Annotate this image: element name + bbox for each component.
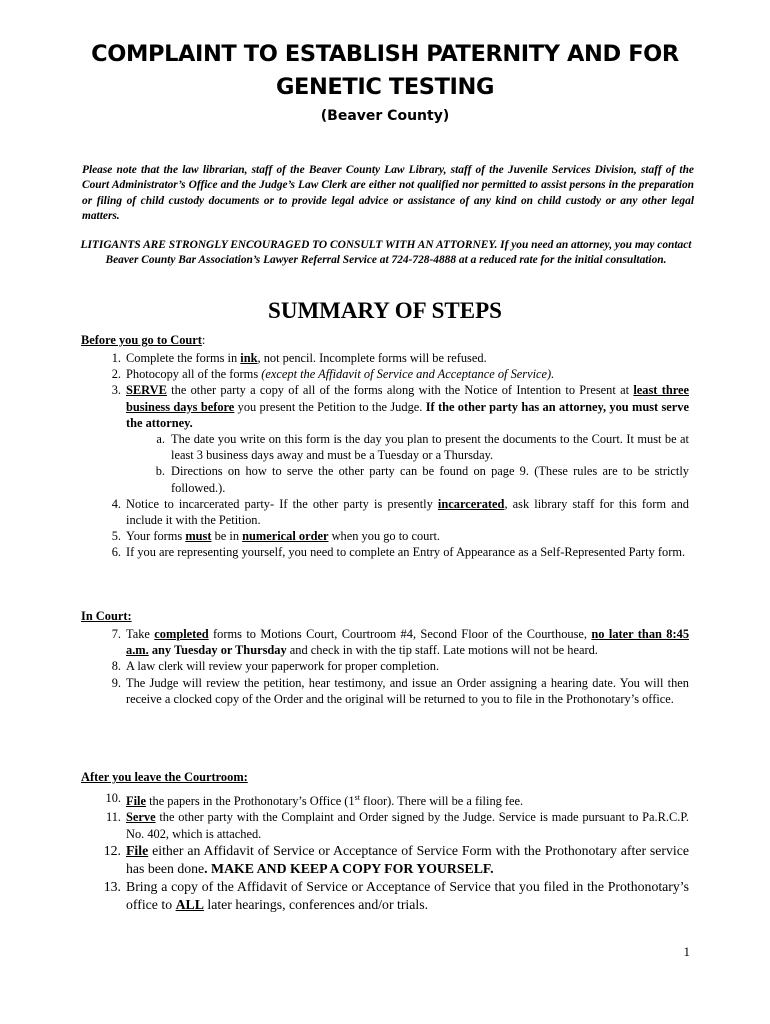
- list-item: 12. File either an Affidavit of Service or Acceptance of Service Form with the Prothonotary after service has been done. MAKE AND KEEP A COPY FOR YOURSELF.: [103, 842, 689, 876]
- list-item: 13. Bring a copy of the Affidavit of Service or Acceptance of Service that you filed in the Prothonotary’s office to ALL later hearings, conferences and/or trials.: [103, 878, 689, 912]
- before-court-list: [81, 350, 689, 561]
- county-subtitle: (Beaver County): [320, 108, 450, 124]
- page-number: 1: [683, 944, 690, 959]
- list-item: 11. Serve the other party with the Complaint and Order signed by the Judge. Service is made pursuant to Pa.R.C.P. No. 402, which is attached.: [105, 810, 689, 841]
- list-item: 5. Your forms must be in numerical order when you go to court.: [111, 529, 441, 544]
- list-item: 8. A law clerk will review your paperwork for proper completion.: [111, 659, 440, 674]
- after-court-heading: After you leave the Courtroom:: [81, 770, 248, 784]
- list-item: 4. Notice to incarcerated party- If the other party is presently incarcerated, ask library staff for this form and include it with the Petition.: [111, 496, 689, 528]
- title-line-2: GENETIC TESTING: [275, 74, 495, 100]
- in-court-heading: In Court:: [81, 609, 132, 623]
- in-court-list: [81, 626, 689, 707]
- before-court-heading: Before you go to Court:: [81, 333, 206, 347]
- list-item: 7. Take completed forms to Motions Court, Courtroom #4, Second Floor of the Courthouse, no later than 8:45 a.m. any Tuesday or Thursday and check in with the tip staff. Late motions will not be heard.: [111, 627, 690, 658]
- list-item: 2. Photocopy all of the forms (except the Affidavit of Service and Acceptance of Service).: [111, 367, 555, 382]
- list-item: 3. SERVE the other party a copy of all of the forms along with the Notice of Intention to Present at least three business days before you present the Petition to the Judge. If the other party has an attorney, you must serve the attorney.: [111, 383, 689, 430]
- disclaimer-notice: Please note that the law librarian, staff of the Beaver County Law Library, staff of the Juvenile Services Division, staff of the Court Administrator’s Office and the Judge’s Law Clerk are either not qualified nor permitted to assist persons in the preparation or filing of child custody documents or to provide legal advice or assistance of any kind on child custody or any other legal matters.: [82, 164, 694, 222]
- after-court-list: [81, 790, 689, 914]
- document-title: [60, 38, 710, 104]
- list-item: 9. The Judge will review the petition, hear testimony, and issue an Order assigning a hearing date. You will then receive a clocked copy of the Order and the original will be returned to you to file in the Prothonotary’s office.: [111, 675, 689, 706]
- sub-list-item: a. The date you write on this form is the day you plan to present the documents to the Court. It must be at least 3 business days away and must be a Tuesday or a Thursday.: [156, 432, 689, 463]
- title-line-1: COMPLAINT TO ESTABLISH PATERNITY AND FOR: [91, 41, 679, 67]
- list-item: 1. Complete the forms in ink, not pencil. Incomplete forms will be refused.: [111, 351, 487, 365]
- attorney-advice-notice: LITIGANTS ARE STRONGLY ENCOURAGED TO CONSULT WITH AN ATTORNEY. If you need an attorney, you may contact Beaver County Bar Association’s Lawyer Referral Service at 724-728-4888 at a reduced rate for the initial consultation.: [80, 239, 692, 267]
- list-item: 10. File the papers in the Prothonotary’s Office (1st floor). There will be a filing fee.: [105, 791, 524, 809]
- sub-list-item: b. Directions on how to serve the other party can be found on page 9. (These rules are to be strictly followed.).: [155, 464, 689, 495]
- summary-heading: SUMMARY OF STEPS: [268, 298, 502, 323]
- list-item: 6. If you are representing yourself, you need to complete an Entry of Appearance as a Self-Represented Party form.: [111, 545, 686, 560]
